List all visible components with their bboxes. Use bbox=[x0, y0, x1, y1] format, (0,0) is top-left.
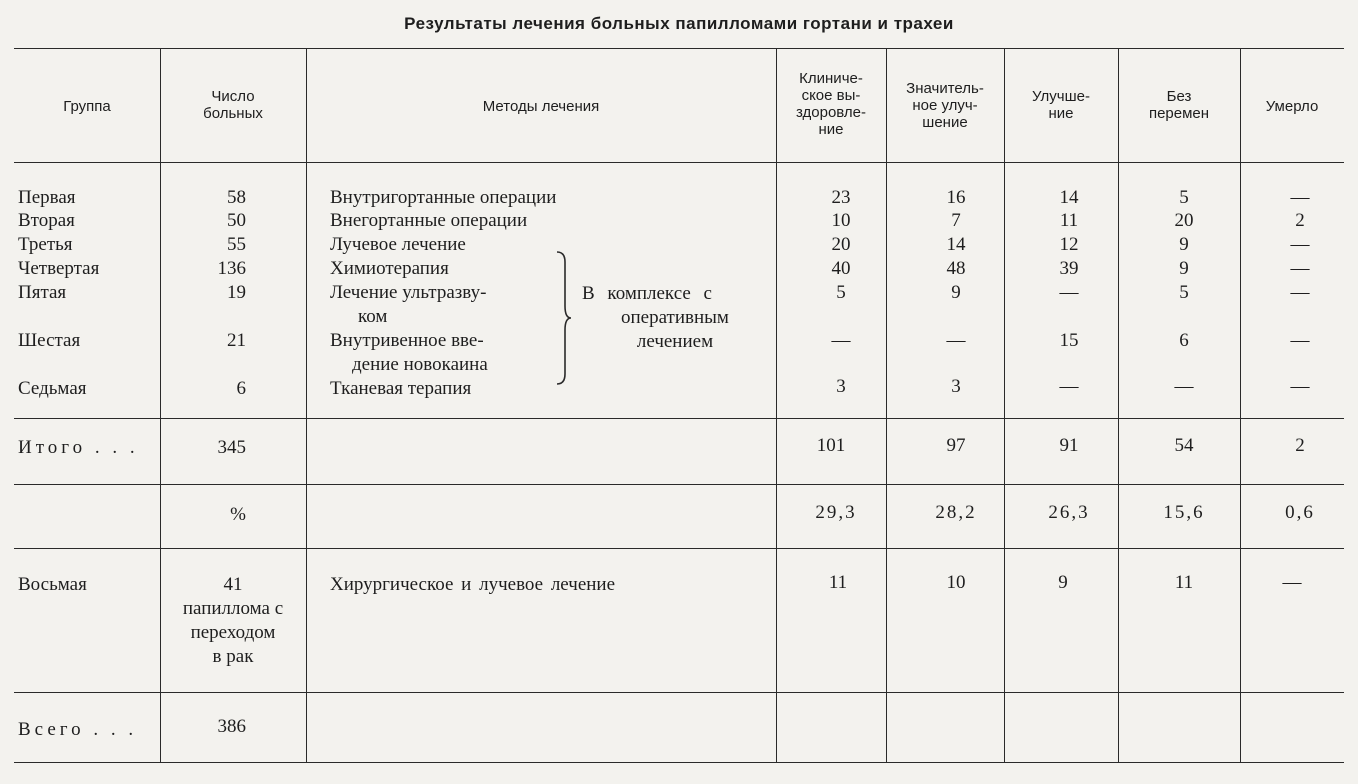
row1-clinical: 23 bbox=[831, 187, 851, 208]
percent-nochange: 15,6 bbox=[1163, 502, 1205, 523]
row4-group: Четвертая bbox=[18, 258, 100, 279]
row8-improvement: 9 bbox=[1058, 572, 1068, 593]
percent-significant: 28,2 bbox=[935, 502, 977, 523]
row7-count: 6 bbox=[236, 378, 246, 399]
col-divider-2 bbox=[306, 48, 307, 762]
percent-died: 0,6 bbox=[1285, 502, 1315, 523]
total-count: 345 bbox=[217, 437, 246, 458]
col-divider-3 bbox=[776, 48, 777, 762]
row8-count-line4: в рак bbox=[212, 646, 254, 667]
row5-died: — bbox=[1290, 282, 1310, 303]
row7-nochange: — bbox=[1174, 376, 1194, 397]
header-improvement: Улучше- ние bbox=[1032, 88, 1090, 122]
header-methods: Методы лечения bbox=[482, 98, 600, 115]
table-title: Результаты лечения больных папилломами гортани и трахеи bbox=[404, 14, 954, 33]
row6-improvement: 15 bbox=[1059, 330, 1079, 351]
percent-label: % bbox=[230, 504, 246, 525]
row5-significant: 9 bbox=[951, 282, 961, 303]
rule-eighth-bottom bbox=[14, 692, 1344, 693]
row5-nochange: 5 bbox=[1179, 282, 1189, 303]
curly-brace-icon bbox=[554, 250, 572, 386]
row5-count: 19 bbox=[227, 282, 246, 303]
row6-count: 21 bbox=[227, 330, 246, 351]
row2-nochange: 20 bbox=[1174, 210, 1194, 231]
row2-group: Вторая bbox=[18, 210, 75, 231]
row5-group: Пятая bbox=[18, 282, 67, 303]
row5-method-line1: Лечение ультразву- bbox=[330, 282, 487, 303]
row4-significant: 48 bbox=[946, 258, 966, 279]
row8-count-line3: переходом bbox=[190, 622, 276, 643]
row7-improvement: — bbox=[1059, 376, 1079, 397]
row5-improvement: — bbox=[1059, 282, 1079, 303]
col-divider-7 bbox=[1240, 48, 1241, 762]
row6-method-line2: дение новокаина bbox=[352, 354, 488, 375]
col-divider-4 bbox=[886, 48, 887, 762]
row4-died: — bbox=[1290, 258, 1310, 279]
complex-note-line2: оперативным bbox=[621, 307, 729, 328]
row3-method: Лучевое лечение bbox=[330, 234, 466, 255]
row8-died: — bbox=[1282, 572, 1302, 593]
header-no-change: Без перемен bbox=[1148, 88, 1210, 122]
row3-count: 55 bbox=[227, 234, 246, 255]
header-group: Группа bbox=[63, 98, 111, 115]
row1-significant: 16 bbox=[946, 187, 966, 208]
row1-nochange: 5 bbox=[1179, 187, 1189, 208]
header-count: Число больных bbox=[203, 88, 263, 122]
row5-clinical: 5 bbox=[836, 282, 846, 303]
row5-method-line2: ком bbox=[358, 306, 388, 327]
row4-count: 136 bbox=[217, 258, 246, 279]
row3-group: Третья bbox=[18, 234, 73, 255]
row8-count-line2: папиллома с bbox=[182, 598, 284, 619]
row4-improvement: 39 bbox=[1059, 258, 1079, 279]
total-significant: 97 bbox=[946, 435, 966, 456]
complex-note-line3: лечением bbox=[636, 331, 714, 352]
row7-died: — bbox=[1290, 376, 1310, 397]
row1-count: 58 bbox=[227, 187, 246, 208]
row6-nochange: 6 bbox=[1179, 330, 1189, 351]
grand-total-label: Всего . . . bbox=[18, 719, 138, 740]
row7-method: Тканевая терапия bbox=[330, 378, 472, 399]
row8-count-line1: 41 bbox=[223, 574, 243, 595]
rule-body-bottom bbox=[14, 418, 1344, 419]
rule-top bbox=[14, 48, 1344, 49]
col-divider-5 bbox=[1004, 48, 1005, 762]
row4-method: Химиотерапия bbox=[330, 258, 449, 279]
rule-total-bottom bbox=[14, 484, 1344, 485]
header-clinical-recovery: Клиниче- ское вы- здоровле- ние bbox=[795, 70, 867, 138]
row3-died: — bbox=[1290, 234, 1310, 255]
row3-improvement: 12 bbox=[1059, 234, 1079, 255]
row1-improvement: 14 bbox=[1059, 187, 1079, 208]
row7-significant: 3 bbox=[951, 376, 961, 397]
row1-died: — bbox=[1290, 187, 1310, 208]
complex-note-line1: В комплексе с bbox=[582, 283, 712, 304]
row1-method: Внутригортанные операции bbox=[330, 187, 557, 208]
row6-died: — bbox=[1290, 330, 1310, 351]
rule-percent-bottom bbox=[14, 548, 1344, 549]
row8-clinical: 11 bbox=[828, 572, 848, 593]
row1-group: Первая bbox=[18, 187, 76, 208]
total-improvement: 91 bbox=[1059, 435, 1079, 456]
percent-improvement: 26,3 bbox=[1048, 502, 1090, 523]
row6-method-line1: Внутривенное вве- bbox=[330, 330, 484, 351]
rule-header-bottom bbox=[14, 162, 1344, 163]
total-label: Итого . . . bbox=[18, 437, 139, 458]
grand-total-count: 386 bbox=[217, 716, 246, 737]
row2-died: 2 bbox=[1295, 210, 1305, 231]
row6-significant: — bbox=[946, 330, 966, 351]
total-clinical: 101 bbox=[816, 435, 846, 456]
row2-clinical: 10 bbox=[831, 210, 851, 231]
row2-improvement: 11 bbox=[1059, 210, 1079, 231]
header-died: Умерло bbox=[1265, 98, 1319, 115]
row3-significant: 14 bbox=[946, 234, 966, 255]
row4-nochange: 9 bbox=[1179, 258, 1189, 279]
row2-count: 50 bbox=[227, 210, 246, 231]
row3-clinical: 20 bbox=[831, 234, 851, 255]
row8-group: Восьмая bbox=[18, 574, 87, 595]
col-divider-6 bbox=[1118, 48, 1119, 762]
rule-bottom bbox=[14, 762, 1344, 763]
row2-method: Внегортанные операции bbox=[330, 210, 528, 231]
row8-method: Хирургическое и лучевое лечение bbox=[330, 574, 616, 595]
total-died: 2 bbox=[1295, 435, 1305, 456]
total-nochange: 54 bbox=[1174, 435, 1194, 456]
percent-clinical: 29,3 bbox=[815, 502, 857, 523]
header-significant-improvement: Значитель- ное улуч- шение bbox=[906, 80, 984, 131]
row2-significant: 7 bbox=[951, 210, 961, 231]
row4-clinical: 40 bbox=[831, 258, 851, 279]
row7-clinical: 3 bbox=[836, 376, 846, 397]
row6-clinical: — bbox=[831, 330, 851, 351]
row8-significant: 10 bbox=[946, 572, 966, 593]
row7-group: Седьмая bbox=[18, 378, 87, 399]
row8-nochange: 11 bbox=[1174, 572, 1194, 593]
row3-nochange: 9 bbox=[1179, 234, 1189, 255]
row6-group: Шестая bbox=[18, 330, 81, 351]
